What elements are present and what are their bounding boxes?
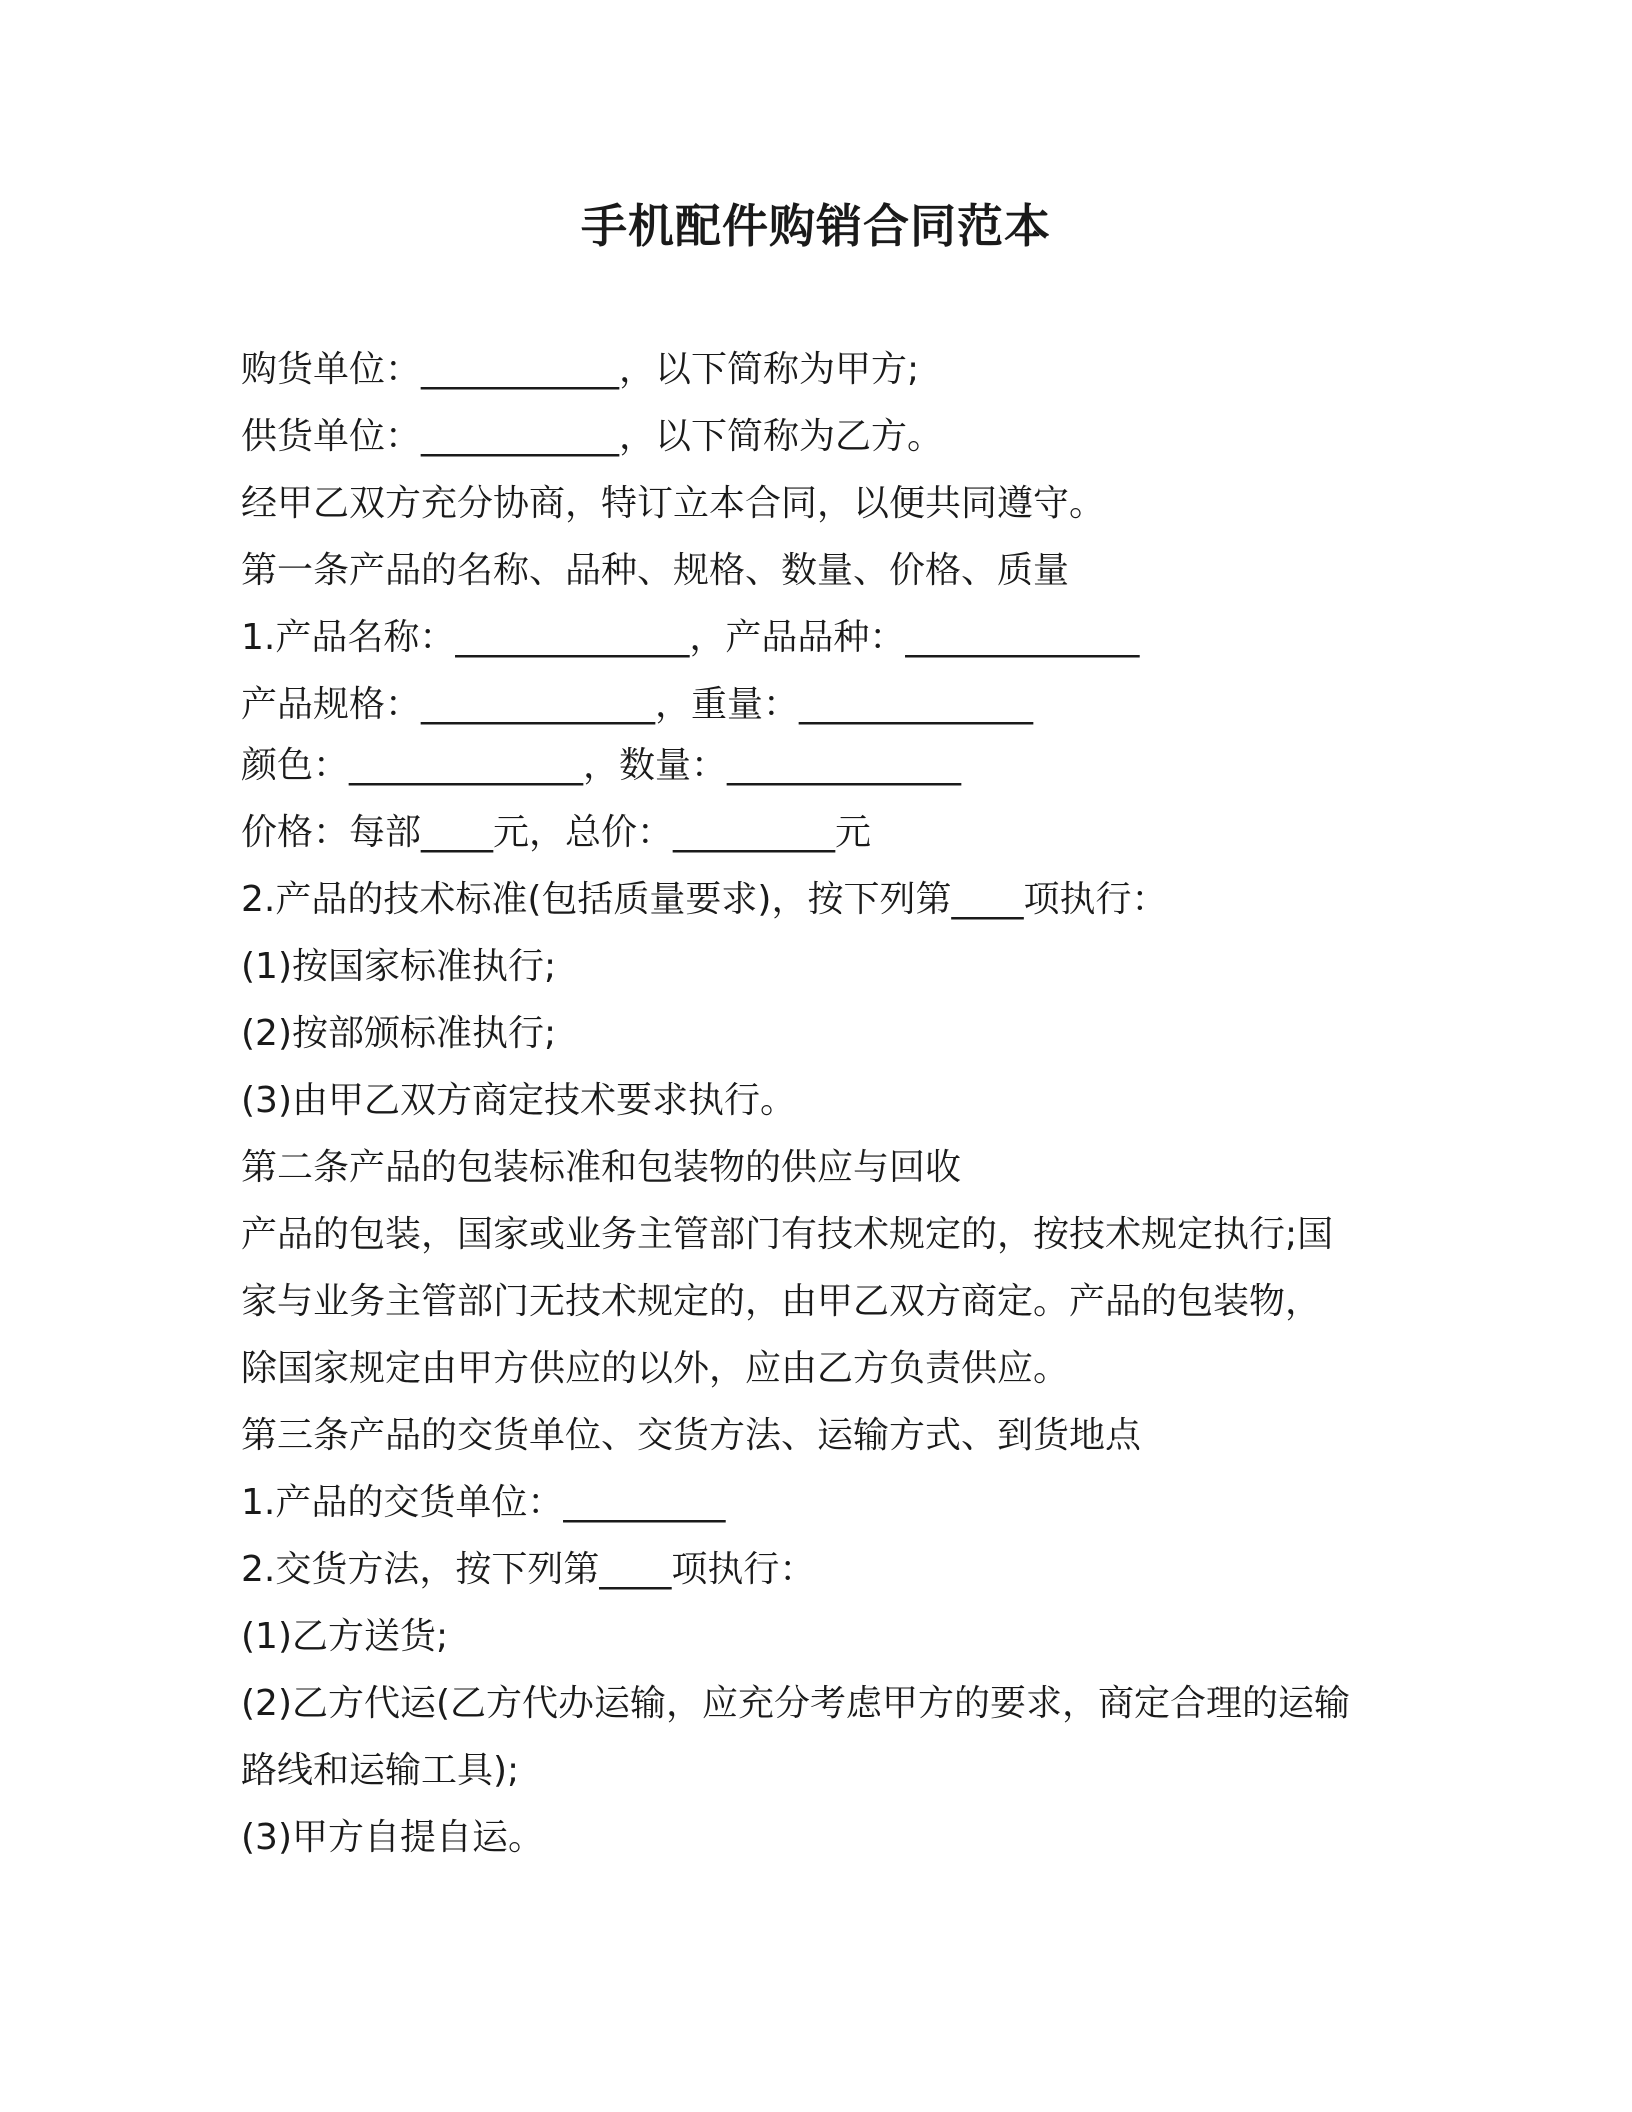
paragraph-line: 1.产品名称：_____________，产品品种：_____________ xyxy=(241,617,1140,658)
paragraph-line: 产品的包装，国家或业务主管部门有技术规定的，按技术规定执行;国 xyxy=(241,1214,1334,1255)
paragraph-line: 2.交货方法，按下列第____项执行： xyxy=(241,1549,816,1590)
paragraph-line: 购货单位：___________，以下简称为甲方; xyxy=(241,349,920,390)
list-item: (1)乙方送货; xyxy=(241,1616,449,1657)
list-item: (1)按国家标准执行; xyxy=(241,946,557,987)
list-item: (2)按部颁标准执行; xyxy=(241,1013,557,1054)
section-heading: 第三条产品的交货单位、交货方法、运输方式、到货地点 xyxy=(241,1415,1142,1456)
document-title: 手机配件购销合同范本 xyxy=(581,199,1051,253)
paragraph-line: 产品规格：_____________，重量：_____________ xyxy=(241,684,1034,725)
paragraph-line: 2.产品的技术标准(包括质量要求)，按下列第____项执行： xyxy=(241,879,1168,920)
list-item: (3)甲方自提自运。 xyxy=(241,1817,544,1858)
paragraph-line: 除国家规定由甲方供应的以外，应由乙方负责供应。 xyxy=(241,1348,1070,1389)
paragraph-line: 1.产品的交货单位：_________ xyxy=(241,1482,726,1523)
section-heading: 第二条产品的包装标准和包装物的供应与回收 xyxy=(241,1147,962,1188)
paragraph-line: 路线和运输工具); xyxy=(241,1750,520,1791)
list-item: (3)由甲乙双方商定技术要求执行。 xyxy=(241,1080,796,1121)
paragraph-line: 颜色：_____________，数量：_____________ xyxy=(241,745,962,786)
document-body xyxy=(241,342,1401,1877)
paragraph-line: 供货单位：___________，以下简称为乙方。 xyxy=(241,416,944,457)
paragraph-line: 经甲乙双方充分协商，特订立本合同，以便共同遵守。 xyxy=(241,483,1106,524)
list-item: (2)乙方代运(乙方代办运输，应充分考虑甲方的要求，商定合理的运输 xyxy=(241,1683,1351,1724)
paragraph-line: 价格：每部____元，总价：_________元 xyxy=(241,812,872,853)
section-heading: 第一条产品的名称、品种、规格、数量、价格、质量 xyxy=(241,550,1070,591)
paragraph-line: 家与业务主管部门无技术规定的，由甲乙双方商定。产品的包装物， xyxy=(241,1281,1322,1322)
